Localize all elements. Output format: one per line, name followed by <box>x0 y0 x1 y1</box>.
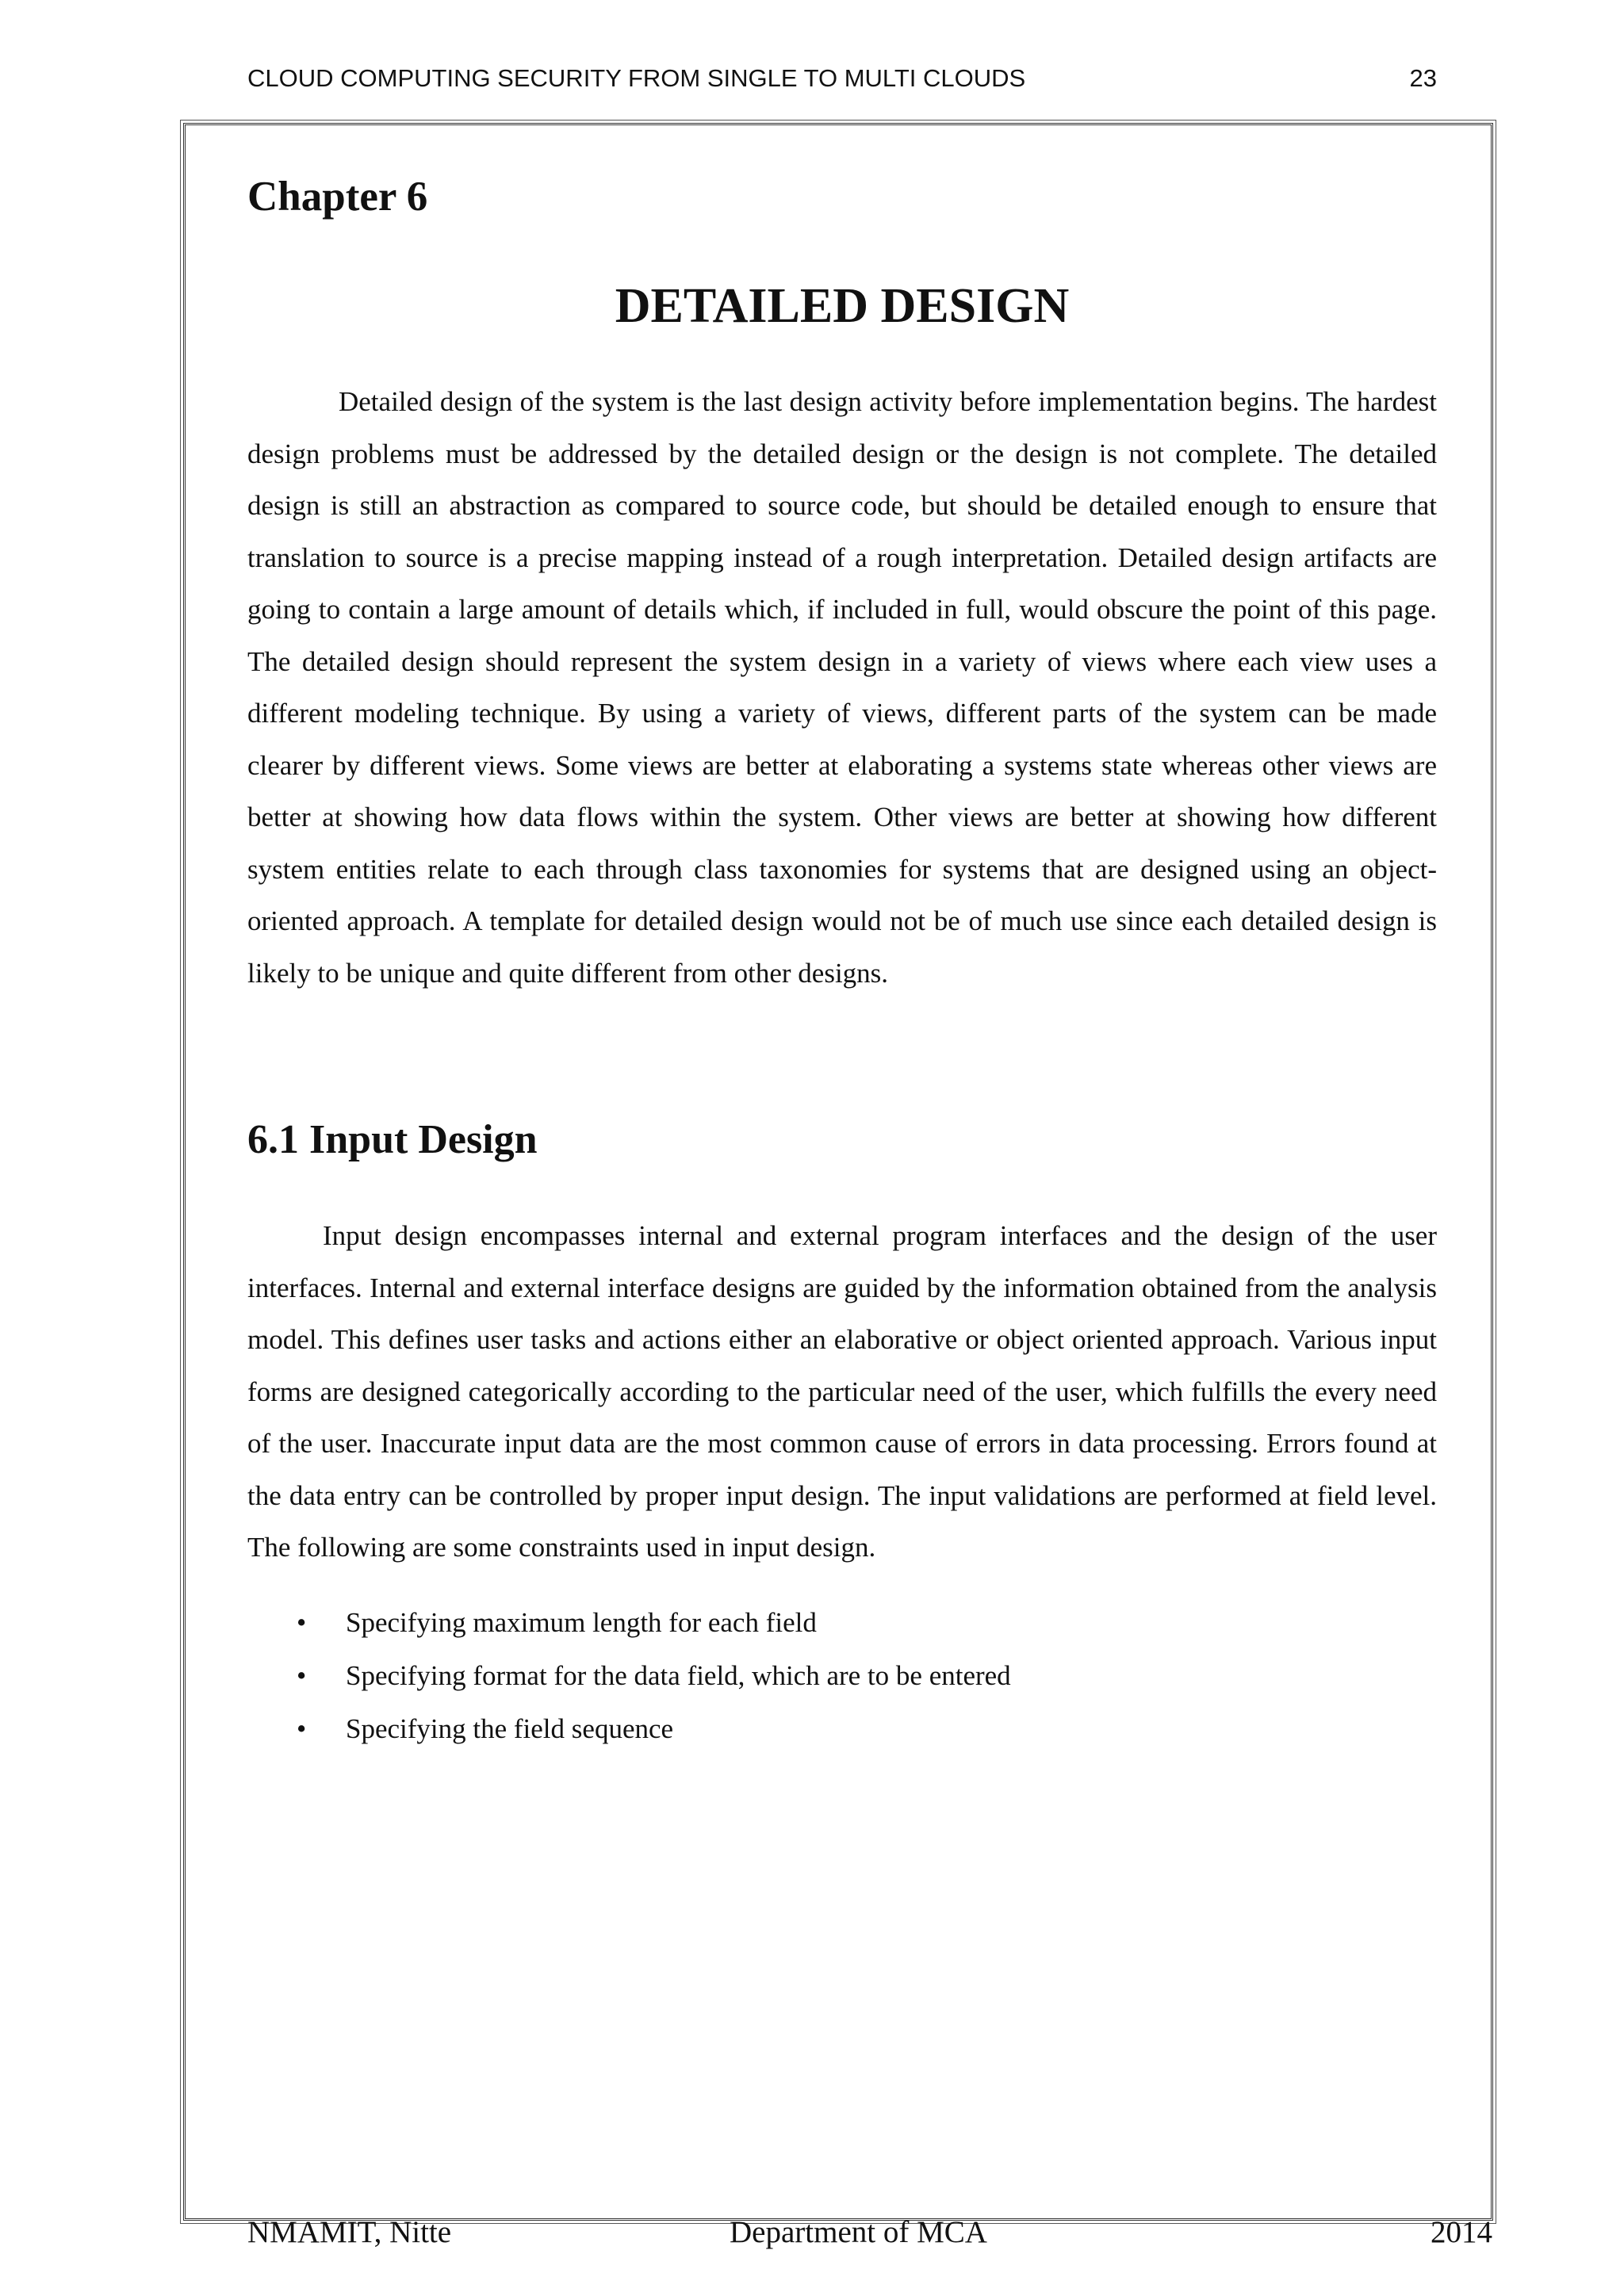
list-item-text: Specifying format for the data field, which are to be entered <box>346 1659 1011 1691</box>
running-title: CLOUD COMPUTING SECURITY FROM SINGLE TO MULTI CLOUDS <box>247 64 1026 92</box>
list-item <box>247 1649 1437 1702</box>
list-item <box>247 1596 1437 1649</box>
bullet-icon: • <box>297 1712 307 1744</box>
page-content <box>247 159 1437 1755</box>
footer-institution: NMAMIT, Nitte <box>247 2215 452 2249</box>
footer-year: 2014 <box>1431 2215 1492 2249</box>
footer-department: Department of MCA <box>730 2215 987 2249</box>
bullet-icon: • <box>297 1606 307 1638</box>
chapter-label: Chapter 6 <box>247 174 428 220</box>
section-heading: 6.1 Input Design <box>247 1117 538 1162</box>
list-item-text: Specifying the field sequence <box>346 1712 674 1744</box>
chapter-intro-paragraph: Detailed design of the system is the last design activity before implementation begins. The hardest design problems must be addressed by the detailed design or the design is not complete. The detailed design is still an abstraction as compared to source code, but should be detailed enough to ensure that translation to source is a precise mapping instead of a rough interpretation. Detailed design artifacts are going to contain a large amount of details which, if included in full, would obscure the point of this page. The detailed design should represent the system design in a variety of views where each view uses a different modeling technique. By using a variety of views, different parts of the system can be made clearer by different views. Some views are better at elaborating a systems state whereas other views are better at showing how data flows within the system. Other views are better at showing how different system entities relate to each through class taxonomies for systems that are designed using an object-oriented approach. A template for detailed design would not be of much use since each detailed design is likely to be unique and quite different from other designs. <box>247 386 1437 989</box>
chapter-title: DETAILED DESIGN <box>615 279 1070 333</box>
section-body-paragraph: Input design encompasses internal and external program interfaces and the design of the user interfaces. Internal and external interface designs are guided by the information obtained from the analysis model. This defines user tasks and actions either an elaborative or object oriented approach. Various input forms are designed categorically according to the particular need of the user, which fulfills the every need of the user. Inaccurate input data are the most common cause of errors in data processing. Errors found at the data entry can be controlled by proper input design. The input validations are performed at field level. The following are some constraints used in input design. <box>247 1220 1437 1563</box>
list-item-text: Specifying maximum length for each field <box>346 1606 817 1638</box>
constraints-list <box>247 1596 1437 1755</box>
list-item <box>247 1702 1437 1755</box>
page-number: 23 <box>1409 64 1437 92</box>
page-footer <box>247 2209 1492 2256</box>
bullet-icon: • <box>297 1659 307 1691</box>
running-header <box>247 59 1437 98</box>
